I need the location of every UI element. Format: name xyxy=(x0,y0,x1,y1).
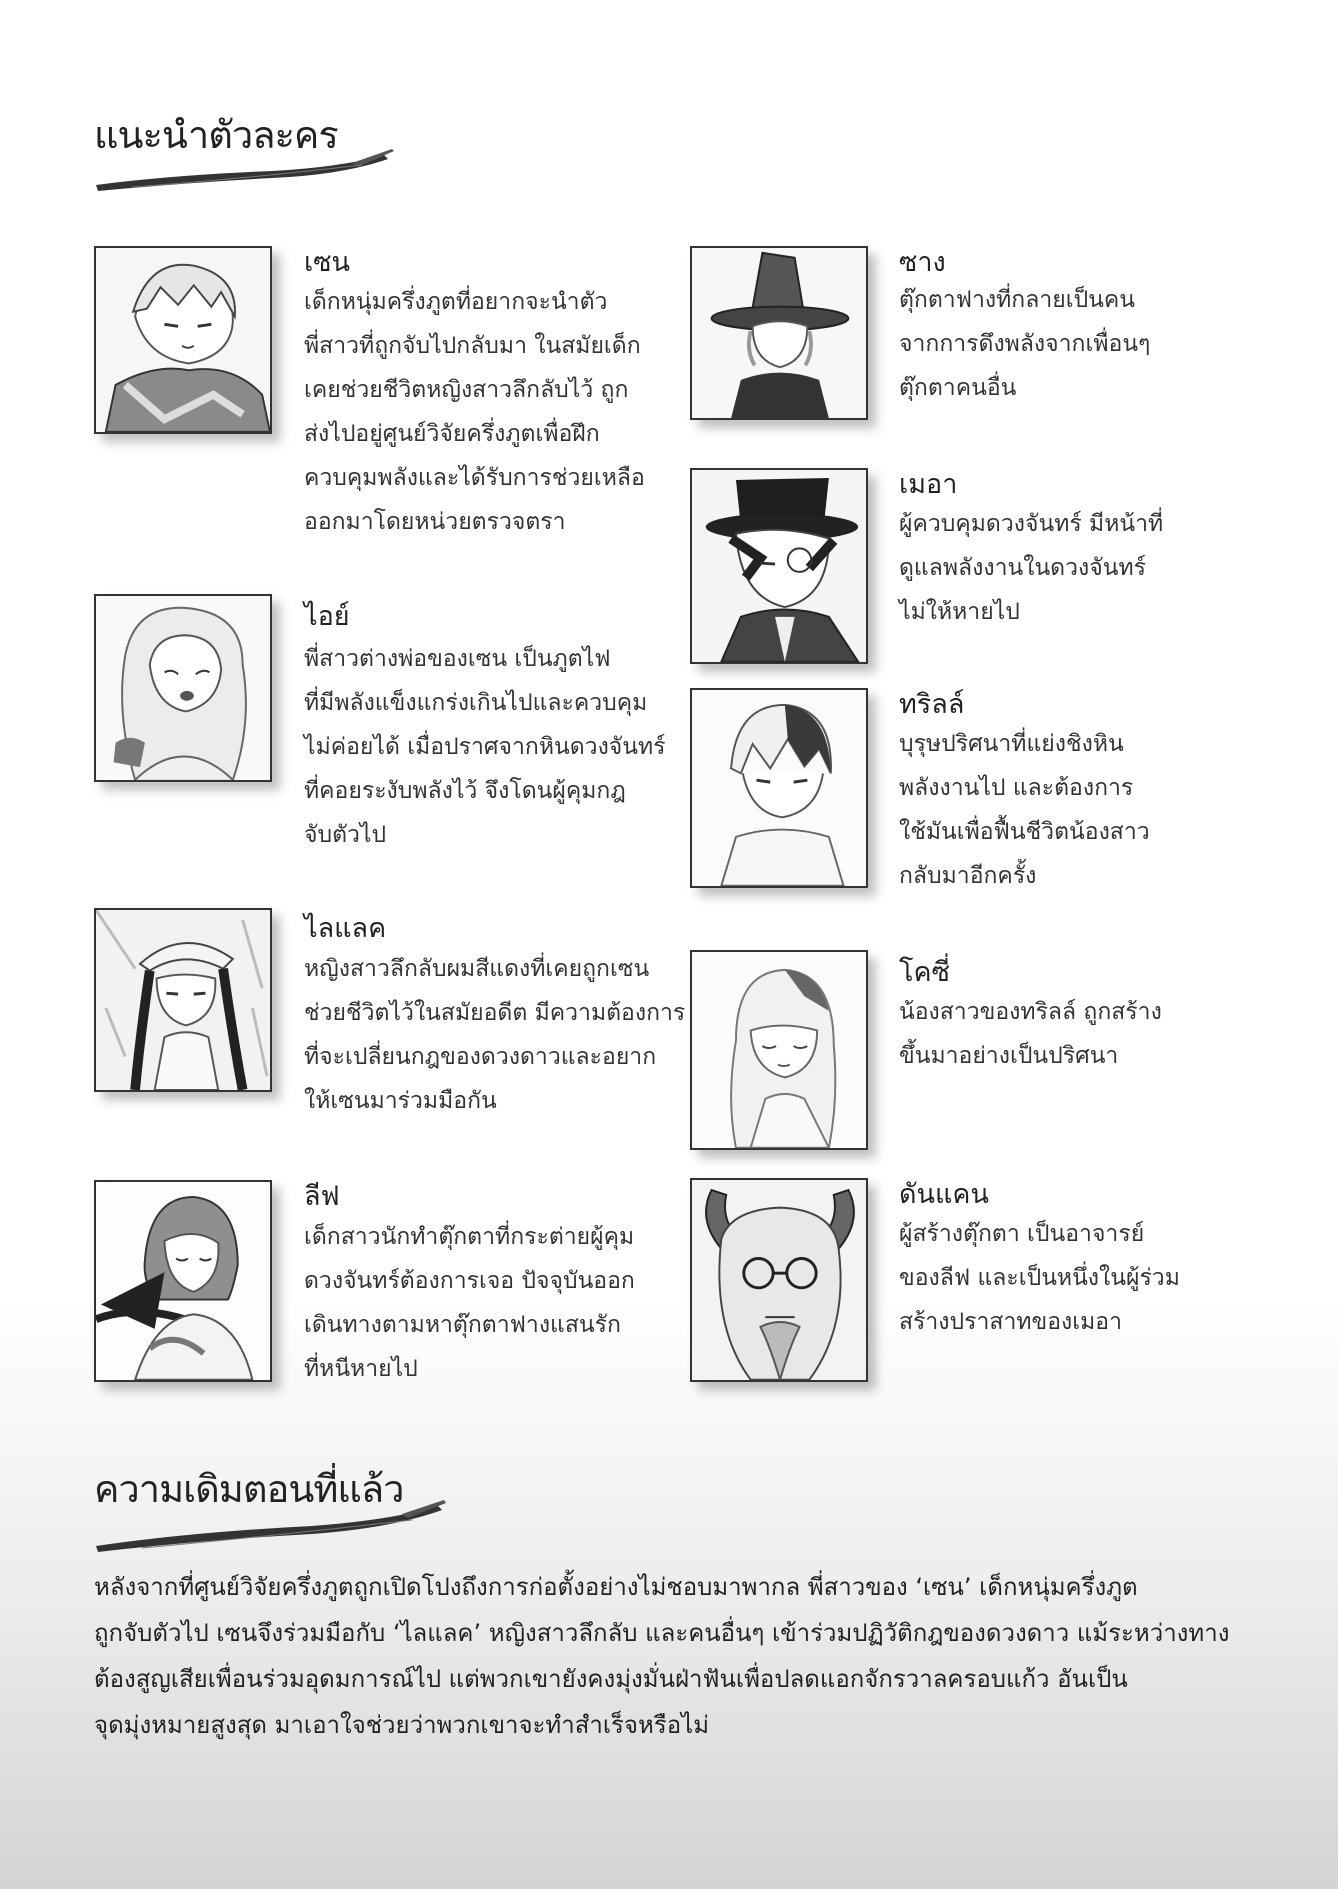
character-name: ไลแลค xyxy=(304,913,387,944)
character-name: ทริลล์ xyxy=(899,689,965,720)
character-description xyxy=(899,722,1150,898)
description-line: ใช้มันเพื่อฟื้นชีวิตน้องสาว xyxy=(899,819,1150,845)
description-line: ดวงจันทร์ต้องการเจอ ปัจจุบันออก xyxy=(304,1268,635,1294)
portrait-lilac xyxy=(94,908,272,1092)
description-line: พี่สาวต่างพ่อของเซน เป็นภูตไฟ xyxy=(304,646,611,672)
recap-paragraph xyxy=(94,1564,1230,1748)
character-description xyxy=(899,502,1163,634)
description-line: ให้เซนมาร่วมมือกัน xyxy=(304,1088,497,1114)
character-sketch-icon xyxy=(692,248,866,418)
character-description xyxy=(899,278,1150,410)
description-line: สร้างปราสาทของเมอา xyxy=(899,1309,1123,1335)
characters-section-title: แนะนำตัวละคร xyxy=(94,113,338,157)
recap-line: หลังจากที่ศูนย์วิจัยครึ่งภูตถูกเปิดโปงถึงการก่อตั้งอย่างไม่ชอบมาพากล พี่สาวของ ‘เซน’ เด็กหนุ่มครึ่งภูต xyxy=(94,1573,1138,1601)
character-name: ไอย์ xyxy=(304,601,350,632)
description-line: ตุ๊กตาฟางที่กลายเป็นคน xyxy=(899,287,1136,313)
portrait-ai xyxy=(94,594,272,782)
character-name: เมอา xyxy=(899,469,958,500)
description-line: ช่วยชีวิตไว้ในสมัยอดีต มีความต้องการ xyxy=(304,1000,686,1026)
character-description xyxy=(304,280,645,544)
description-line: ตุ๊กตาคนอื่น xyxy=(899,375,1017,401)
character-name: ลีฟ xyxy=(304,1181,340,1212)
description-line: ผู้ควบคุมดวงจันทร์ มีหน้าที่ xyxy=(899,511,1164,537)
portrait-zang xyxy=(690,246,868,420)
description-line: ผู้สร้างตุ๊กตา เป็นอาจารย์ xyxy=(899,1221,1145,1247)
description-line: จับตัวไป xyxy=(304,822,387,848)
description-line: ออกมาโดยหน่วยตรวจตรา xyxy=(304,509,566,535)
description-line: ส่งไปอยู่ศูนย์วิจัยครึ่งภูตเพื่อฝึก xyxy=(304,421,600,447)
description-line: บุรุษปริศนาที่แย่งชิงหิน xyxy=(899,731,1124,757)
description-line: ไม่ให้หายไป xyxy=(899,599,1020,625)
recap-line: ต้องสูญเสียเพื่อนร่วมอุดมการณ์ไป แต่พวกเขายังคงมุ่งมั่นฝ่าฟันเพื่อปลดแอกจักรวาลครอบแก้ว อันเป็น xyxy=(94,1665,1128,1693)
description-line: จากการดึงพลังจากเพื่อนๆ xyxy=(899,331,1151,357)
portrait-duncan xyxy=(690,1178,868,1382)
description-line: ไม่ค่อยได้ เมื่อปราศจากหินดวงจันทร์ xyxy=(304,734,666,760)
character-name: ดันแคน xyxy=(899,1179,989,1210)
portrait-zen xyxy=(94,246,272,434)
description-line: พลังงานไป และต้องการ xyxy=(899,775,1134,801)
character-sketch-icon xyxy=(692,952,866,1148)
character-sketch-icon xyxy=(692,1180,866,1380)
description-line: เด็กหนุ่มครึ่งภูตที่อยากจะนำตัว xyxy=(304,289,608,315)
character-sketch-icon xyxy=(96,596,270,780)
character-sketch-icon xyxy=(96,248,270,432)
character-description xyxy=(304,947,685,1123)
description-line: ดูแลพลังงานในดวงจันทร์ xyxy=(899,555,1146,581)
recap-line: ถูกจับตัวไป เซนจึงร่วมมือกับ ‘ไลแลค’ หญิงสาวลึกลับ และคนอื่นๆ เข้าร่วมปฏิวัติกฎของดวงดาว แม้ระหว่างทาง xyxy=(94,1619,1230,1647)
character-name: ซาง xyxy=(899,247,946,278)
character-sketch-icon xyxy=(96,1182,270,1380)
description-line: หญิงสาวลึกลับผมสีแดงที่เคยถูกเซน xyxy=(304,956,650,982)
description-line: ที่คอยระงับพลังไว้ จึงโดนผู้คุมกฎ xyxy=(304,778,626,804)
character-description xyxy=(899,1212,1180,1344)
character-description xyxy=(304,637,666,857)
character-description xyxy=(304,1215,635,1391)
description-line: ที่มีพลังแข็งแกร่งเกินไปและควบคุม xyxy=(304,690,648,716)
description-line: ควบคุมพลังและได้รับการช่วยเหลือ xyxy=(304,465,645,491)
character-description xyxy=(899,990,1162,1078)
description-line: พี่สาวที่ถูกจับไปกลับมา ในสมัยเด็ก xyxy=(304,333,641,359)
recap-line: จุดมุ่งหมายสูงสุด มาเอาใจช่วยว่าพวกเขาจะทำสำเร็จหรือไม่ xyxy=(94,1711,710,1739)
description-line: ของลีฟ และเป็นหนึ่งในผู้ร่วม xyxy=(899,1265,1180,1291)
portrait-leaf xyxy=(94,1180,272,1382)
description-line: น้องสาวของทริลล์ ถูกสร้าง xyxy=(899,999,1162,1025)
character-sketch-icon xyxy=(692,470,866,662)
portrait-mea xyxy=(690,468,868,664)
description-line: ที่จะเปลี่ยนกฎของดวงดาวและอยาก xyxy=(304,1044,657,1070)
description-line: กลับมาอีกครั้ง xyxy=(899,863,1037,889)
description-line: เดินทางตามหาตุ๊กตาฟางแสนรัก xyxy=(304,1312,621,1338)
description-line: เด็กสาวนักทำตุ๊กตาที่กระต่ายผู้คุม xyxy=(304,1224,635,1250)
brush-stroke-decoration xyxy=(92,145,402,195)
character-sketch-icon xyxy=(96,910,270,1090)
character-sketch-icon xyxy=(692,690,866,886)
character-name: โคซี่ xyxy=(899,957,950,988)
portrait-cozy xyxy=(690,950,868,1150)
portrait-trill xyxy=(690,688,868,888)
description-line: เคยช่วยชีวิตหญิงสาวลึกลับไว้ ถูก xyxy=(304,377,629,403)
description-line: ขึ้นมาอย่างเป็นปริศนา xyxy=(899,1043,1119,1069)
brush-stroke-decoration xyxy=(92,1496,452,1556)
recap-section-title: ความเดิมตอนที่แล้ว xyxy=(94,1467,404,1511)
description-line: ที่หนีหายไป xyxy=(304,1356,418,1382)
character-name: เซน xyxy=(304,247,351,278)
